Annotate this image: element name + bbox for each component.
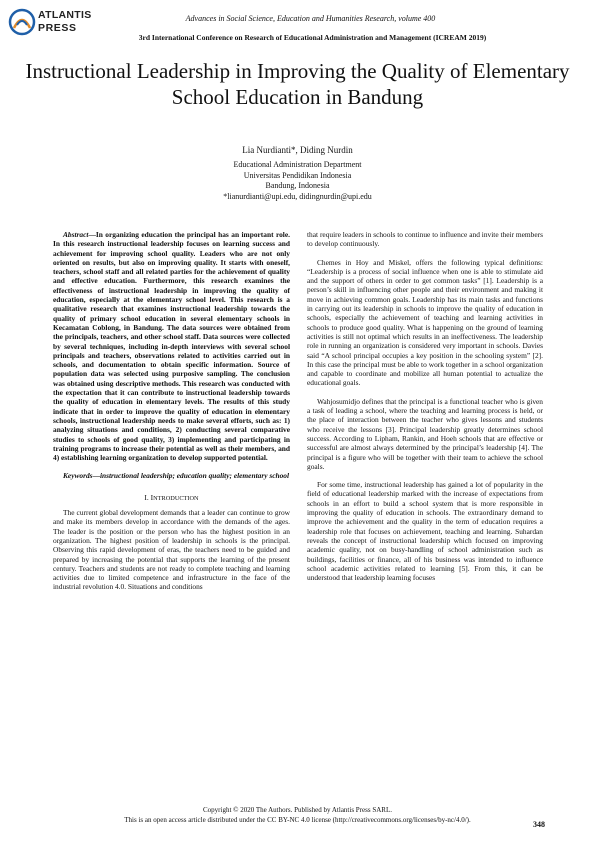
- section-number: I.: [144, 492, 149, 502]
- right-paragraph-2: Wahjosumidjo defines that the principal is a functional teacher who is given a task of leading a school, where the teaching and learning process is held, or the place of interaction between the teacher who gives lessons and students who receive the lessons [3]. Principal leadership greatly determines school success. According to Lipham, Rankin, and Hoeh schools that are effective or successful are almost always determined by the principal’s leadership [4]. The principal is a figure who will be together with their team to achieve the school goals.: [307, 396, 543, 471]
- department: Educational Administration Department: [233, 160, 362, 169]
- abstract: [53, 230, 290, 462]
- conference-title: 3rd International Conference on Research of Educational Administration and Management (ICREAM 2019): [138, 33, 487, 42]
- abstract-label: Abstract: [63, 230, 89, 239]
- left-column: [53, 230, 290, 592]
- affiliation: [0, 160, 595, 202]
- city: Bandung, Indonesia: [265, 181, 330, 190]
- intro-paragraph-1: The current global development demands that a leader can continue to grow and make its members develop in accordance with the demands of the ages. The leader is the position or the person who has the highest position in an organization. The highest position of leadership in schools is the principal. Observing this rapid development of eras, the teachers need to be guided and prepared by increasing the potential that supports the learning of the present century. Teachers and students are not ready to complete teaching and learning activities due to limited competence and infrastructure in the face of the industrial revolution 4.0. Situations and conditions: [53, 508, 290, 592]
- emails: *lianurdianti@upi.edu, didingnurdin@upi.edu: [223, 191, 372, 201]
- logo-text-bottom: PRESS: [38, 22, 77, 34]
- university: Universitas Pendidikan Indonesia: [243, 170, 352, 180]
- copyright-line: Copyright © 2020 The Authors. Published by Atlantis Press SARL.: [203, 806, 392, 814]
- page-footer: [0, 806, 595, 825]
- abstract-text: —In organizing education the principal has an important role. In this research instructional leadership focuses on learning success and achievement for improving school quality. Leaders who are not only oriented on results, but also on improving quality. It starts with oneself, teachers, school staff and all related parties for the achievement of quality and effective education. Furthermore, this research examines the effectiveness of instructional leadership in improving the quality of education, especially at the elementary school level. This research is a qualitative research that examines instructional leadership towards the quality of primary school education in several elementary schools in Kecamatan Coblong, in Bandung. The data sources were obtained from the principals, teachers, and other school staff. Data sources were collected by several techniques, including in-depth interviews with several school principals and teachers, observations related to activities carried out in schools, and documentation to obtain specific information. Source of population data was selected using purposive sampling. The conclusion was obtained using descriptive methods. This research was conducted with the expectation that it can contribute to instructional leadership towards the quality of education in elementary levels. The results of this study indicate that in order to improve the quality of education in elementary schools, instructional leadership needs to make several efforts, such as: 1) analyzing situations and conditions, 2) conducting several comparative studies to schools of good quality, 3) implementing and participating in training programs to increase their potential as well as their members, and 4) establishing learning organization to develop supported potential.: [53, 230, 290, 463]
- page-number: 348: [533, 820, 545, 829]
- paper-title: Instructional Leadership in Improving the Quality of Elementary School Education in Bandung: [25, 59, 570, 109]
- right-paragraph-1: Chemes in Hoy and Miskel, offers the following typical definitions: “Leadership is a process of social influence when one is able to stimulate aid and the support of others in order to get common tasks” [1]. Leadership is a person’s skill in influencing other people and their environment and making it move in achieving common goals. Leadership has its main tasks and functions in carrying out its leadership in schools to improve the quality of education in schools, especially the achievement of teaching and learning activities in schools to produce good quality. What is happening on the ground of learning activities is still not optimal which results in an ineffectiveness. The leadership role in running an organization is considered very important in schools. Davies said “A school principal occupies a key position in the schooling system” [2]. In this case the principal must be able to work together in a school organization and capable to coordinate and mobilize all human potential to actualize the educational goals.: [307, 257, 543, 388]
- logo-text-top: ATLANTIS: [38, 9, 92, 21]
- section-title-initial: I: [150, 492, 154, 502]
- series-title: Advances in Social Science, Education and Humanities Research, volume 400: [185, 14, 436, 23]
- right-column: [307, 230, 543, 582]
- right-paragraph-0: that require leaders in schools to continue to influence and invite their members to develop continuously.: [307, 230, 543, 249]
- right-paragraph-3: For some time, instructional leadership has gained a lot of popularity in the field of educational leadership marked with the increase of expectations from schools in an effort to build a school system that is more responsible in improving the quality of education in schools. The extraordinary demand to improve the achievement and the quality in the term of education requires a leadership role that focuses on achievement, teaching and learning. Suhardan reveals the concept of instructional leadership which focused on improving academic quality, not on busy-handling of school administration such as buildings, facilities or finance, all of his business was intended to influence school academic activities related to learning [5]. From this, it can be understood that leadership learning focuses: [307, 480, 543, 583]
- authors: Lia Nurdianti*, Diding Nurdin: [242, 145, 353, 155]
- section-title-rest: NTRODUCTION: [153, 494, 199, 502]
- license-line: This is an open access article distributed under the CC BY-NC 4.0 license (http://creativecommons.org/licenses/by-nc/4.0/).: [124, 815, 471, 824]
- section-heading-introduction: [53, 493, 290, 503]
- keywords: Keywords—instructional leadership; education quality; elementary school: [63, 471, 290, 481]
